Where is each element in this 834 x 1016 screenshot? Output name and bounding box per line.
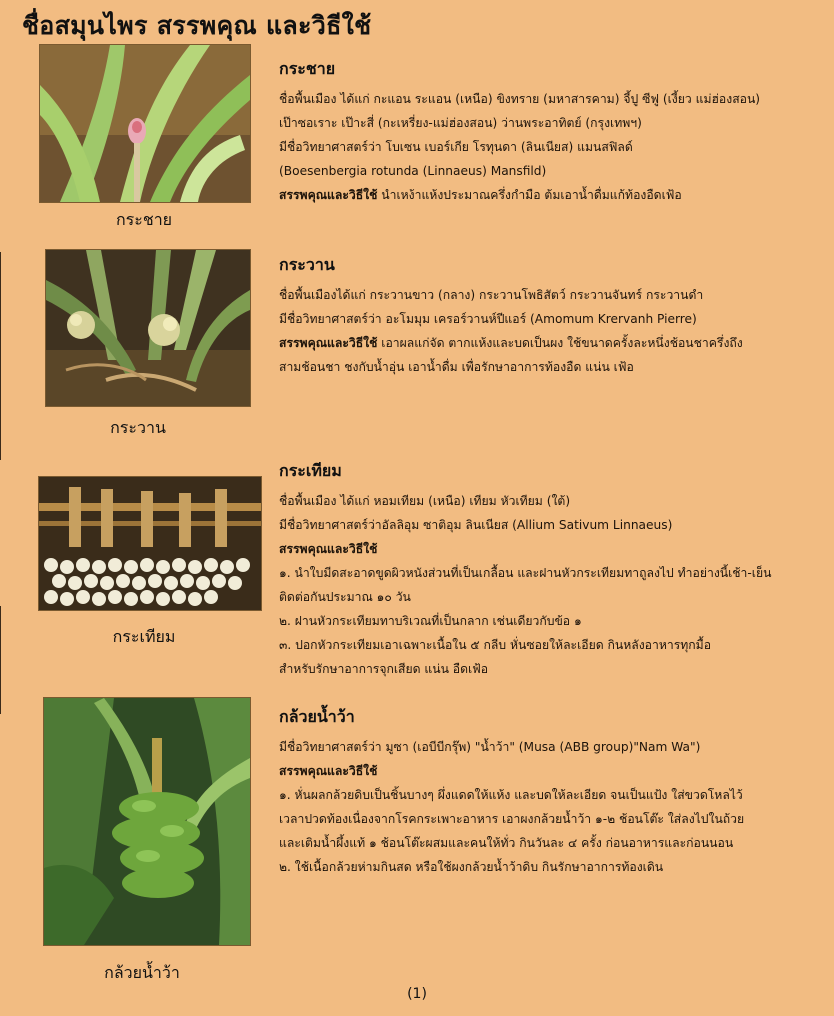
krawan-photo xyxy=(45,249,251,407)
page-number: (1) xyxy=(407,986,427,1002)
entry-line: สามช้อนชา ชงกับน้ำอุ่น เอาน้ำดื่ม เพื่อรักษาอาการท้องอืด แน่น เฟ้อ xyxy=(279,360,634,374)
usage-text: นำเหง้าแห้งประมาณครึ่งกำมือ ต้มเอาน้ำดื่มแก้ท้องอืดเฟ้อ xyxy=(377,188,682,202)
entry-line: มีชื่อวิทยาศาสตร์ว่า โบเซน เบอร์เกีย โรทุนดา (ลินเนียส) แมนสฟิลด์ xyxy=(279,140,633,154)
kratiam-photo xyxy=(38,476,262,611)
entry-line: มีชื่อวิทยาศาสตร์ว่า มูซา (เอบีบีกรุ๊พ) "น้ำว้า" (Musa (ABB group)"Nam Wa") xyxy=(279,740,701,754)
kratiam-caption: กระเทียม xyxy=(112,627,176,646)
usage-line: ติดต่อกันประมาณ ๑๐ วัน xyxy=(279,590,411,604)
entry-line: ชื่อพื้นเมือง ได้แก่ กะแอน ระแอน (เหนือ) ขิงทราย (มหาสารคาม) จี้ปู ซีฟู (เงี้ยว แม่ฮ่องสอน) xyxy=(279,92,761,106)
usage-label: สรรพคุณและวิธีใช้ xyxy=(279,336,378,350)
usage-line: ๒. ฝานหัวกระเทียมทาบริเวณที่เป็นกลาก เช่นเดียวกับข้อ ๑ xyxy=(279,614,582,628)
krachai-entry xyxy=(279,57,831,207)
usage-line: ๑. นำใบมีดสะอาดขูดผิวหนังส่วนที่เป็นเกลื้อน และฝานหัวกระเทียมทาถูลงไป ทำอย่างนี้เช้า-เย็น xyxy=(279,566,772,580)
left-margin-rule xyxy=(0,606,1,714)
krawan-entry xyxy=(279,253,831,379)
entry-title: กระเทียม xyxy=(279,461,342,480)
entry-title: กล้วยน้ำว้า xyxy=(279,707,355,726)
entry-line: ชื่อพื้นเมืองได้แก่ กระวานขาว (กลาง) กระวานโพธิสัตว์ กระวานจันทร์ กระวานดำ xyxy=(279,288,704,302)
usage-text: เอาผลแก่จัด ตากแห้งและบดเป็นผง ใช้ขนาดครั้งละหนึ่งช้อนชาครึ่งถึง xyxy=(377,336,743,350)
usage-line: เวลาปวดท้องเนื่องจากโรคกระเพาะอาหาร เอาผงกล้วยน้ำว้า ๑-๒ ช้อนโต๊ะ ใส่ลงไปในถ้วย xyxy=(279,812,745,826)
usage-label: สรรพคุณและวิธีใช้ xyxy=(279,188,378,202)
usage-line: สำหรับรักษาอาการจุกเสียด แน่น อืดเฟ้อ xyxy=(279,662,489,676)
kluay-namwa-caption: กล้วยน้ำว้า xyxy=(104,963,180,982)
entry-line: (Boesenbergia rotunda (Linnaeus) Mansfild) xyxy=(279,164,547,178)
usage-line: ๒. ใช้เนื้อกล้วยห่ามกินสด หรือใช้ผงกล้วยน้ำว้าดิบ กินรักษาอาการท้องเดิน xyxy=(279,860,664,874)
page-title: ชื่อสมุนไพร สรรพคุณ และวิธีใช้ xyxy=(22,11,372,40)
entry-title: กระชาย xyxy=(279,59,336,78)
entry-line: มีชื่อวิทยาศาสตร์ว่าอัลลิอุม ซาติอุม ลินเนียส (Allium Sativum Linnaeus) xyxy=(279,518,673,532)
usage-line: ๑. หั่นผลกล้วยดิบเป็นชิ้นบางๆ ผึ่งแดดให้แห้ง และบดให้ละเอียด จนเป็นแป้ง ใส่ขวดโหลไว้ xyxy=(279,788,743,802)
kluay-namwa-entry xyxy=(279,705,831,879)
krawan-caption: กระวาน xyxy=(110,418,166,437)
krachai-photo xyxy=(39,44,251,203)
kratiam-entry xyxy=(279,459,831,681)
entry-line: มีชื่อวิทยาศาสตร์ว่า อะโมมุม เครอร์วานห์ปีแอร์ (Amomum Krervanh Pierre) xyxy=(279,312,697,326)
usage-heading: สรรพคุณและวิธีใช้ xyxy=(279,764,378,778)
entry-line: ชื่อพื้นเมือง ได้แก่ หอมเทียม (เหนือ) เทียม หัวเทียม (ใต้) xyxy=(279,494,571,508)
left-margin-rule xyxy=(0,252,1,460)
entry-line: เป๊าซอเราะ เป๊าะสี่ (กะเหรี่ยง-แม่ฮ่องสอน) ว่านพระอาทิตย์ (กรุงเทพฯ) xyxy=(279,116,642,130)
usage-line xyxy=(279,331,831,355)
usage-line: และเติมน้ำผึ้งแท้ ๑ ช้อนโต๊ะผสมและคนให้ทั่ว กินวันละ ๔ ครั้ง ก่อนอาหารและก่อนนอน xyxy=(279,836,734,850)
usage-line xyxy=(279,183,831,207)
usage-line: ๓. ปอกหัวกระเทียมเอาเฉพาะเนื้อใน ๕ กลีบ หั่นซอยให้ละเอียด กินหลังอาหารทุกมื้อ xyxy=(279,638,712,652)
krachai-caption: กระชาย xyxy=(115,210,173,229)
usage-heading: สรรพคุณและวิธีใช้ xyxy=(279,542,378,556)
kluay-namwa-photo xyxy=(43,697,251,946)
entry-title: กระวาน xyxy=(279,255,335,274)
